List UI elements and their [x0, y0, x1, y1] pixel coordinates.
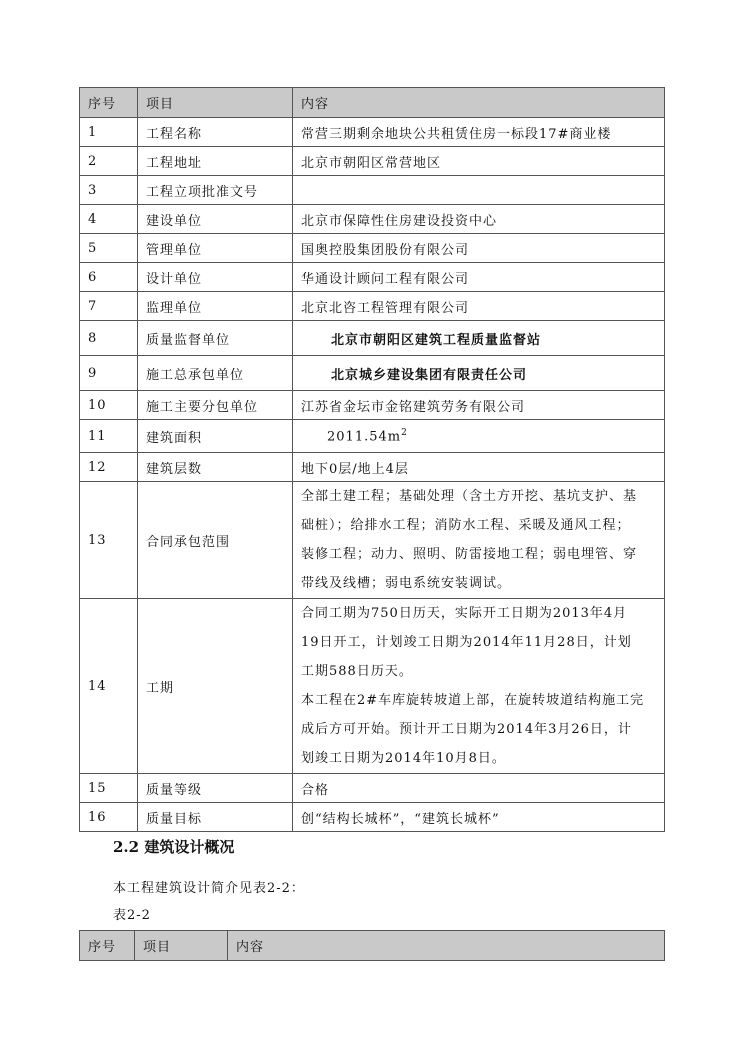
- row-item: 施工总承包单位: [138, 356, 293, 391]
- section-title: 2.2 建筑设计概况: [113, 838, 235, 856]
- row-item: 建筑层数: [138, 453, 293, 482]
- row-no: 11: [80, 420, 138, 453]
- table-row: [80, 803, 665, 832]
- row-no: 5: [80, 234, 138, 263]
- row-no: 9: [80, 356, 138, 391]
- row-no: 13: [80, 482, 138, 599]
- row-content: [293, 420, 665, 453]
- table-row: [80, 482, 665, 599]
- table-row: [80, 356, 665, 391]
- table-row: [80, 774, 665, 803]
- row-content: 北京市朝阳区建筑工程质量监督站: [293, 321, 665, 356]
- row-item: 工程地址: [138, 147, 293, 176]
- row-content: 北京市朝阳区常营地区: [293, 147, 665, 176]
- row-content: 国奥控股集团股份有限公司: [293, 234, 665, 263]
- row-no: 14: [80, 599, 138, 774]
- header-no: 序号: [80, 931, 135, 961]
- row-item: 工程立项批准文号: [138, 176, 293, 205]
- row-content: 北京北咨工程管理有限公司: [293, 292, 665, 321]
- table-row: [80, 321, 665, 356]
- row-no: 6: [80, 263, 138, 292]
- table-row: [80, 453, 665, 482]
- row-no: 7: [80, 292, 138, 321]
- table-row: [80, 263, 665, 292]
- row-content: 合格: [293, 774, 665, 803]
- content-line: 本工程在2#车库旋转坡道上部，在旋转坡道结构施工完: [301, 693, 645, 708]
- row-no: 4: [80, 205, 138, 234]
- table-row: [80, 420, 665, 453]
- row-item: 建筑面积: [138, 420, 293, 453]
- row-content: [293, 482, 665, 599]
- row-item: 工程名称: [138, 118, 293, 147]
- row-no: 3: [80, 176, 138, 205]
- row-item: 质量监督单位: [138, 321, 293, 356]
- table-row: [80, 234, 665, 263]
- content-line: 划竣工日期为2014年10月8日。: [301, 751, 506, 766]
- row-content: 创“结构长城杯”，“建筑长城杯”: [293, 803, 665, 832]
- row-no: 15: [80, 774, 138, 803]
- row-content: 地下0层/地上4层: [293, 453, 665, 482]
- row-no: 16: [80, 803, 138, 832]
- table-row: [80, 147, 665, 176]
- row-content: 江苏省金坛市金铭建筑劳务有限公司: [293, 391, 665, 420]
- table-row: [80, 176, 665, 205]
- row-item: 设计单位: [138, 263, 293, 292]
- area-exponent: 2: [401, 427, 408, 438]
- row-item: 施工主要分包单位: [138, 391, 293, 420]
- architecture-design-table: [79, 930, 665, 961]
- row-content: 常营三期剩余地块公共租赁住房一标段17#商业楼: [293, 118, 665, 147]
- row-content: 华通设计顾问工程有限公司: [293, 263, 665, 292]
- row-content: 北京城乡建设集团有限责任公司: [293, 356, 665, 391]
- header-item: 项目: [135, 931, 228, 961]
- row-item: 建设单位: [138, 205, 293, 234]
- table-header-row: [80, 931, 665, 961]
- table-label: 表2-2: [113, 908, 151, 923]
- header-content: 内容: [293, 88, 665, 118]
- row-content: [293, 176, 665, 205]
- content-line: 础桩）；给排水工程；消防水工程、采暖及通风工程；: [301, 518, 631, 533]
- row-no: 1: [80, 118, 138, 147]
- row-no: 10: [80, 391, 138, 420]
- row-item: 质量等级: [138, 774, 293, 803]
- content-line: 工期588日历天。: [301, 664, 413, 679]
- table-row: [80, 205, 665, 234]
- row-no: 2: [80, 147, 138, 176]
- intro-paragraph: 本工程建筑设计简介见表2-2：: [113, 881, 305, 896]
- table-header-row: [80, 88, 665, 118]
- table-row: [80, 118, 665, 147]
- row-no: 8: [80, 321, 138, 356]
- content-line: 成后方可开始。预计开工日期为2014年3月26日，计: [301, 722, 632, 737]
- row-item: 管理单位: [138, 234, 293, 263]
- content-line: 合同工期为750日历天，实际开工日期为2013年4月: [301, 606, 628, 621]
- row-content: [293, 599, 665, 774]
- row-no: 12: [80, 453, 138, 482]
- row-item: 质量目标: [138, 803, 293, 832]
- project-overview-table: [79, 87, 665, 832]
- row-item: 监理单位: [138, 292, 293, 321]
- content-line: 全部土建工程；基础处理（含土方开挖、基坑支护、基: [301, 489, 638, 504]
- content-line: 装修工程；动力、照明、防雷接地工程；弱电埋管、穿: [301, 547, 638, 562]
- header-content: 内容: [228, 931, 665, 961]
- row-item: 工期: [138, 599, 293, 774]
- content-line: 带线及线槽；弱电系统安装调试。: [301, 576, 512, 591]
- row-content: 北京市保障性住房建设投资中心: [293, 205, 665, 234]
- row-item: 合同承包范围: [138, 482, 293, 599]
- content-line: 19日开工，计划竣工日期为2014年11月28日，计划: [301, 635, 632, 650]
- header-item: 项目: [138, 88, 293, 118]
- header-no: 序号: [80, 88, 138, 118]
- table-row: [80, 599, 665, 774]
- area-value: 2011.54m: [327, 429, 402, 445]
- table-row: [80, 391, 665, 420]
- table-row: [80, 292, 665, 321]
